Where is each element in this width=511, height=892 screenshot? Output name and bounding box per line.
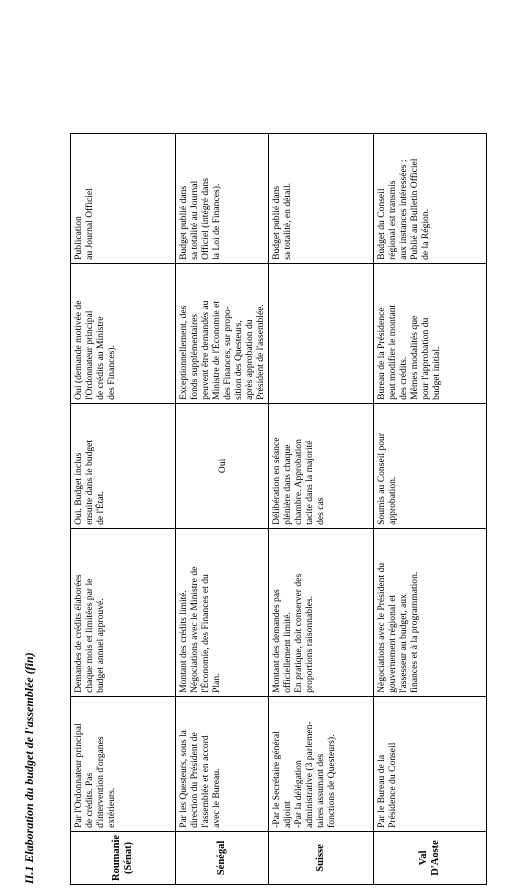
cell-line: Montant des crédits limité.	[178, 590, 189, 693]
cell-line: En pratique, doit conserver des	[293, 573, 304, 693]
modification-cell	[176, 263, 269, 403]
organ-cell	[176, 696, 269, 831]
cell-line: approbation.	[387, 476, 398, 525]
cell-line: plénière dans chaque	[282, 444, 293, 525]
cell-line: la Loi de Finances).	[211, 183, 222, 260]
cell-line: gouvernement régional et	[387, 594, 398, 693]
country-cell	[269, 831, 374, 884]
cell-line: avec le Bureau.	[211, 768, 222, 828]
cell-line: de l'État.	[95, 491, 106, 525]
table-row	[176, 133, 269, 884]
cell-line: Par les Questeurs, sous la	[178, 730, 189, 828]
cell-line: Oui	[216, 458, 228, 474]
cell-line: (Sénat)	[123, 841, 134, 874]
cell-line: pour l'approbation du	[420, 317, 431, 400]
cell-line: l'assemblée et en accord	[200, 735, 211, 828]
approval-cell	[374, 403, 487, 528]
cell-line: après approbation du	[244, 319, 255, 400]
approval-cell	[269, 403, 374, 528]
country-cell	[374, 831, 487, 884]
cell-line: sa totalité au Journal	[189, 180, 200, 260]
cell-line: l'assesseur au budget, aux	[398, 594, 409, 693]
cell-line: de crédits au Ministre	[95, 316, 106, 400]
country-cell	[71, 831, 176, 884]
organ-cell	[269, 696, 374, 831]
cell-line: Par l'Ordonnateur principal	[73, 723, 84, 828]
cell-line: des cas	[315, 497, 326, 525]
cell-line: Sénégal	[216, 840, 227, 876]
publication-cell	[374, 133, 487, 263]
cell-line: tacite dans la majorité	[304, 440, 315, 525]
cell-line: de la Région.	[420, 209, 431, 260]
cell-line: Négociations avec le Président du	[376, 562, 387, 693]
table-row	[374, 133, 487, 884]
cell-line: chaque mois et limitées par le	[84, 578, 95, 693]
cell-line: des Finances).	[106, 345, 117, 400]
cell-line: Suisse	[315, 844, 326, 872]
cell-line: adjoint	[282, 801, 293, 828]
cell-line: Présidence du Conseil	[387, 742, 398, 828]
modification-cell	[374, 263, 487, 403]
organ-cell	[71, 696, 176, 831]
cell-line: officiellement limité.	[282, 612, 293, 693]
cell-line: Budget du Conseil	[376, 188, 387, 260]
table-caption: II.1 Elaboration du budget de l'assemblée (fin)	[22, 652, 36, 884]
cell-line: Roumanie	[111, 834, 122, 881]
cell-line: -Par le Secrétaire général	[271, 731, 282, 828]
limits-cell	[374, 528, 487, 696]
cell-line: Demandes de crédits élaborées	[73, 574, 84, 693]
cell-line: Budget publié dans	[271, 185, 282, 260]
cell-line: Président de l'assemblée.	[255, 304, 266, 400]
cell-line: Négociations avec le Ministre de	[189, 566, 200, 693]
cell-line: administrative (3 parlemen-	[304, 721, 315, 828]
cell-line: fonctions de Questeurs).	[326, 734, 337, 828]
cell-line: Exceptionnellement, des	[178, 305, 189, 400]
cell-line: Oui (demande motivée de	[73, 300, 84, 400]
cell-line: proportions raisonnables.	[304, 595, 315, 693]
cell-line: Montant des demandes pas	[271, 589, 282, 693]
table-row	[71, 133, 176, 884]
cell-line: des Finances, sur propo-	[222, 306, 233, 400]
cell-line: direction du Président de	[189, 732, 200, 828]
cell-line: peut modifier le montant	[387, 304, 398, 400]
cell-line: Val	[418, 850, 429, 866]
cell-line: sition des Questeurs,	[233, 320, 244, 400]
cell-line: Délibération en séance	[271, 437, 282, 525]
publication-cell	[176, 133, 269, 263]
cell-line: Oui. Budget inclus	[73, 452, 84, 525]
cell-line: chambre. Approbation	[293, 439, 304, 525]
cell-line: peuvent être demandés au	[200, 300, 211, 400]
cell-line: Soumis au Conseil pour	[376, 432, 387, 525]
cell-line: budget initial.	[431, 346, 442, 400]
cell-line: Publication	[73, 216, 84, 260]
approval-cell	[176, 403, 269, 528]
cell-line: Mêmes modalités que	[409, 315, 420, 400]
publication-cell	[269, 133, 374, 263]
limits-cell	[176, 528, 269, 696]
budget-table	[70, 133, 487, 885]
cell-line: ensuite dans le budget	[84, 439, 95, 525]
cell-line: aux instances intéressées ;	[398, 159, 409, 260]
cell-line: taires assumant des	[315, 753, 326, 828]
table-row	[269, 133, 374, 884]
cell-line: l'Ordonnateur principal	[84, 310, 95, 400]
cell-line: régional est transmis	[387, 180, 398, 260]
cell-line: Par le Bureau de la	[376, 754, 387, 828]
modification-cell	[269, 263, 374, 403]
cell-line: D'Aoste	[430, 840, 441, 876]
cell-line: sa totalité, en détail.	[282, 182, 293, 260]
publication-cell	[71, 133, 176, 263]
table-body	[71, 133, 487, 884]
cell-line: Plan.	[211, 673, 222, 693]
cell-line: Budget publié dans	[178, 185, 189, 260]
cell-line: des crédits.	[398, 356, 409, 400]
cell-line: -Par la délégation	[293, 760, 304, 828]
cell-line: Publié au Bulletin Officiel	[409, 158, 420, 260]
cell-line: de crédits. Pas	[84, 772, 95, 828]
cell-line: Ministre de l'Économie et	[211, 300, 222, 400]
cell-line: extérieurs.	[106, 787, 117, 828]
cell-line: fonds supplémentaires	[189, 313, 200, 400]
organ-cell	[374, 696, 487, 831]
cell-line: finances et à la programmation.	[409, 571, 420, 693]
limits-cell	[71, 528, 176, 696]
cell-line: Officiel (intégré dans	[200, 178, 211, 260]
limits-cell	[269, 528, 374, 696]
cell-line: d'intervention d'organes	[95, 736, 106, 828]
cell-line: l'Économie, des Finances et du	[200, 574, 211, 693]
cell-line: Bureau de la Présidence	[376, 307, 387, 400]
cell-line: au Journal Officiel	[84, 188, 95, 260]
cell-line: budget annuel approuvé.	[95, 598, 106, 693]
modification-cell	[71, 263, 176, 403]
approval-cell	[71, 403, 176, 528]
country-cell	[176, 831, 269, 884]
